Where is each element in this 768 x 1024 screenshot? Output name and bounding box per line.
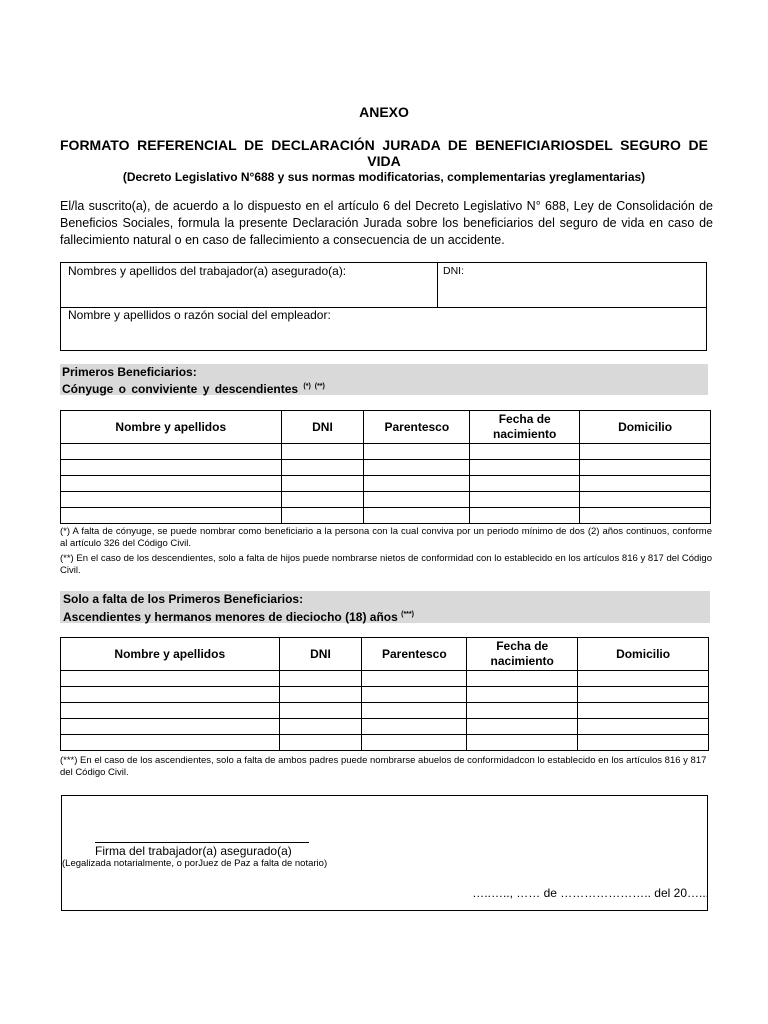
dni-label: DNI: (443, 265, 464, 277)
col-parentesco: Parentesco (362, 638, 467, 671)
intro-paragraph: El/la suscrito(a), de acuerdo a lo dispuesto en el artículo 6 del Decreto Legislativo N° 688, Ley de Consolidación de Beneficios Sociales, formula la presente Declaración Jurada sobre los beneficiarios del seguro de vida en caso de fallecimiento natural o en caso de fallecimiento a consecuencia de un accidente. (60, 199, 713, 247)
section2-heading (60, 591, 710, 623)
worker-info-box (60, 262, 707, 351)
worker-name-field[interactable] (61, 263, 438, 308)
table-row (61, 444, 711, 460)
form-title: FORMATO REFERENCIAL DE DECLARACIÓN JURADA DE BENEFICIARIOSDEL SEGURO DE VIDA (60, 137, 708, 169)
table-row (61, 508, 711, 524)
worker-name-label: Nombres y apellidos del trabajador(a) asegurado(a): (68, 264, 347, 278)
col-fecha: Fecha de nacimiento (467, 638, 578, 671)
section2-table (60, 637, 709, 751)
section2-line2: Ascendientes y hermanos menores de dieciocho (18) años (***) (63, 610, 414, 624)
table-row (61, 687, 709, 703)
table-row (61, 460, 711, 476)
signature-line (95, 842, 309, 843)
table-row (61, 719, 709, 735)
table-row (61, 671, 709, 687)
dni-field[interactable] (438, 263, 706, 308)
table-row (61, 735, 709, 751)
form-subtitle: (Decreto Legislativo N°688 y sus normas modificatorias, complementarias yreglamentarias) (122, 170, 646, 184)
col-domicilio: Domicilio (578, 638, 709, 671)
footnote-2: (**) En el caso de los descendientes, solo a falta de hijos puede nombrarse nietos de conformidad con lo establecido en los artículos 816 y 817 del Código Civil. (60, 553, 712, 576)
section1-line2: Cónyuge o conviviente y descendientes (*) (**) (62, 382, 325, 396)
employer-label: Nombre y apellidos o razón social del empleador: (68, 308, 331, 322)
section1-line1: Primeros Beneficiarios: (62, 365, 197, 379)
col-domicilio: Domicilio (580, 411, 711, 444)
signature-legal-note: (Legalizada notarialmente, o porJuez de Paz a falta de notario) (62, 858, 328, 869)
col-fecha: Fecha de nacimiento (470, 411, 580, 444)
annex-heading: ANEXO (359, 104, 409, 120)
footnote-1: (*) A falta de cónyuge, se puede nombrar como beneficiario a la persona con la cual conviva por un periodo mínimo de dos (2) años continuos, conforme al artículo 326 del Código Civil. (60, 526, 712, 549)
section1-heading (60, 364, 708, 395)
table-row (61, 703, 709, 719)
section2-line1: Solo a falta de los Primeros Beneficiarios: (63, 592, 304, 606)
table-row (61, 492, 711, 508)
employer-field[interactable] (61, 308, 706, 350)
col-parentesco: Parentesco (364, 411, 470, 444)
col-dni: DNI (279, 638, 362, 671)
col-nombre: Nombre y apellidos (61, 638, 280, 671)
signature-label: Firma del trabajador(a) asegurado(a) (95, 844, 292, 858)
col-nombre: Nombre y apellidos (61, 411, 282, 444)
footnote-3: (***) En el caso de los ascendientes, solo a falta de ambos padres puede nombrarse abuelos de conformidadcon lo establecido en los artículos 816 y 817 del Código Civil. (60, 755, 707, 778)
col-dni: DNI (281, 411, 364, 444)
table-row (61, 476, 711, 492)
date-line: …..….., …… de ………………….. del 20…... (472, 886, 709, 900)
section1-table (60, 410, 711, 524)
